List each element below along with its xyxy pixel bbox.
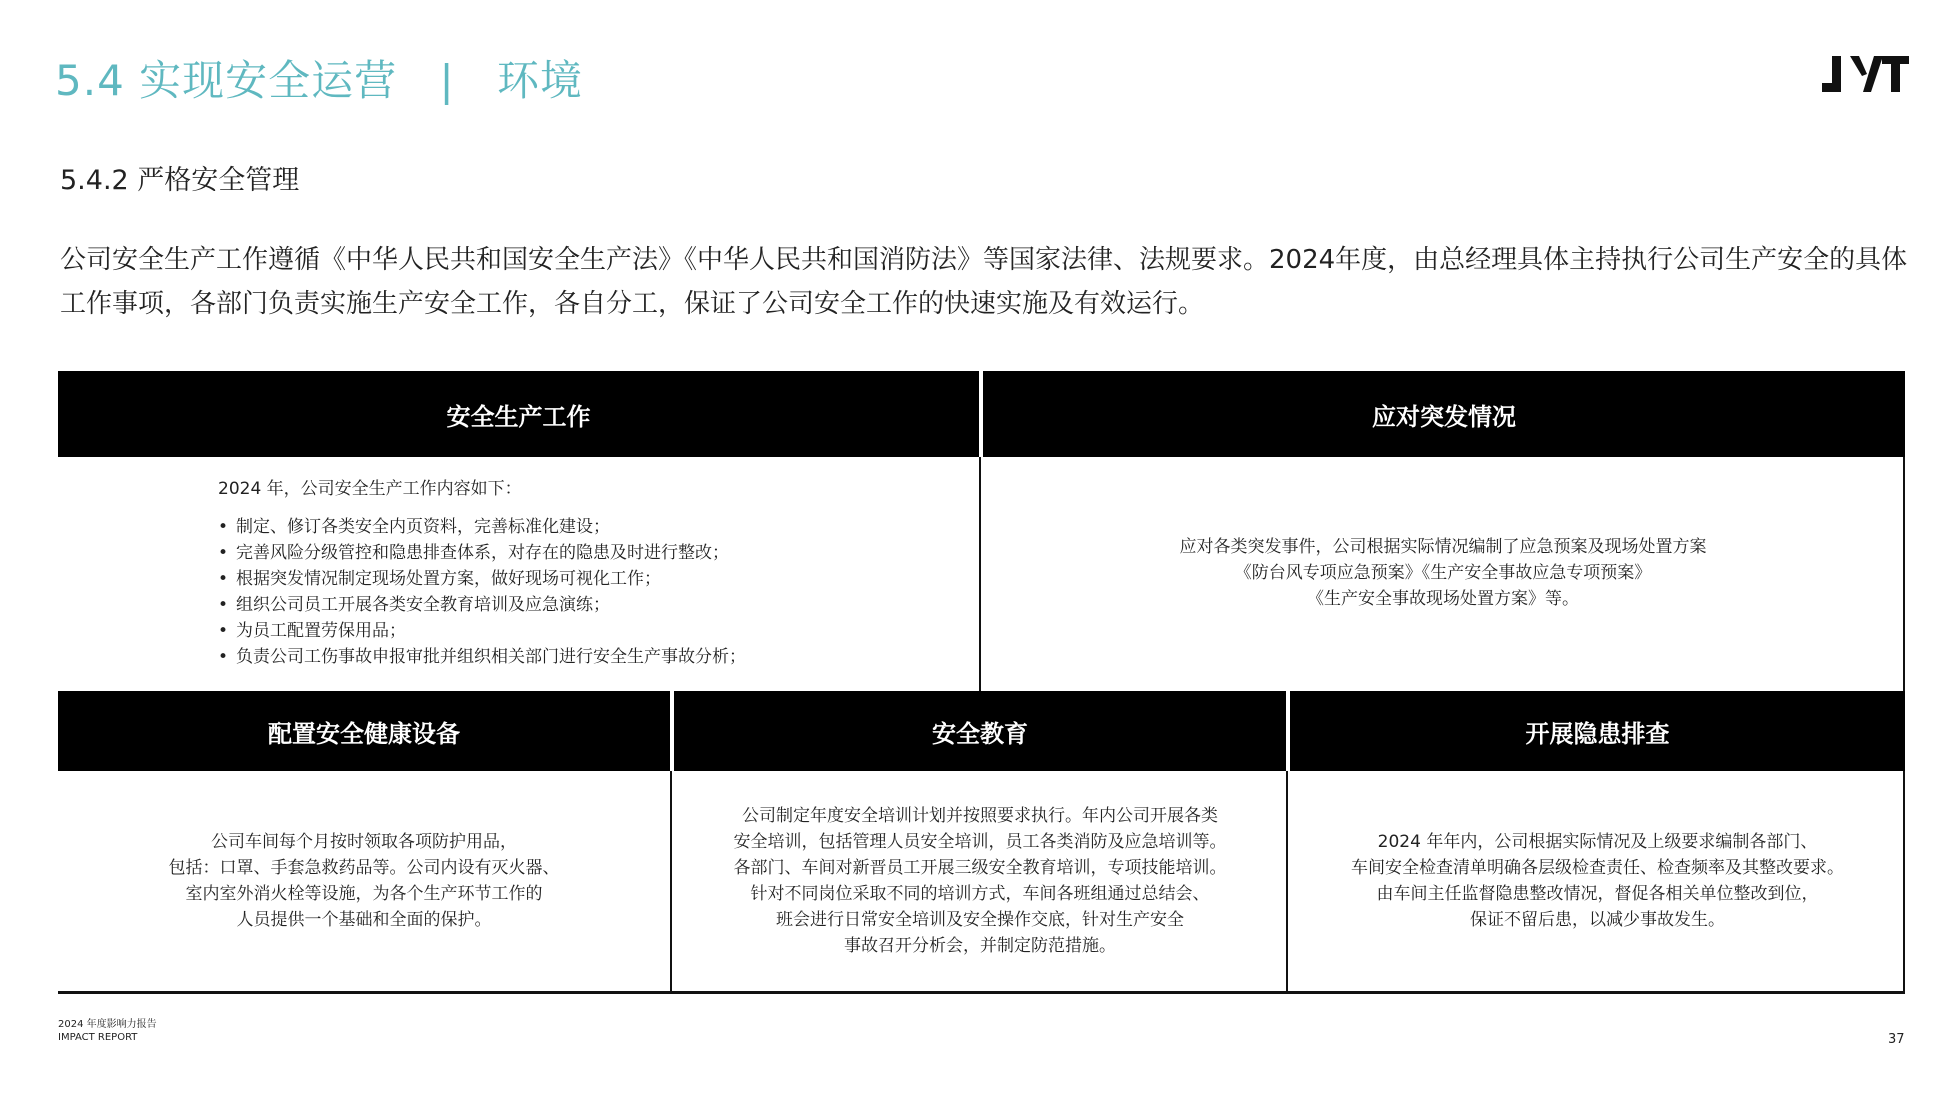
emergency-line: 应对各类突发事件，公司根据实际情况编制了应急预案及现场处置方案 — [1179, 537, 1707, 557]
column-divider — [1286, 771, 1288, 993]
bottom-rule — [58, 991, 1905, 994]
equipment-line: 公司车间每个月按时领取各项防护用品， — [211, 832, 517, 852]
education-line: 各部门、车间对新晋员工开展三级安全教育培训，专项技能培训。 — [733, 858, 1227, 878]
jyt-logo — [1820, 52, 1910, 96]
subsection-title: 5.4.2 严格安全管理 — [60, 165, 300, 196]
card-header-production — [58, 371, 979, 457]
section-name: 实现安全运营 — [139, 56, 398, 105]
card-title-equipment: 配置安全健康设备 — [268, 719, 460, 748]
card-header-equipment — [58, 691, 670, 771]
card-body-emergency — [983, 457, 1903, 689]
safety-management-grid — [58, 371, 1905, 995]
list-item: • 组织公司员工开展各类安全教育培训及应急演练； — [218, 592, 979, 618]
card-title-emergency: 应对突发情况 — [1372, 402, 1516, 431]
education-line: 事故召开分析会，并制定防范措施。 — [844, 936, 1116, 956]
list-item: • 负责公司工伤事故申报审批并组织相关部门进行安全生产事故分析； — [218, 644, 979, 670]
inspection-line: 保证不留后患，以减少事故发生。 — [1470, 910, 1725, 930]
title-separator: | — [439, 56, 455, 105]
section-category: 环境 — [497, 56, 584, 105]
card-body-equipment — [58, 771, 670, 991]
education-line: 安全培训，包括管理人员安全培训，员工各类消防及应急培训等。 — [733, 832, 1227, 852]
education-line: 针对不同岗位采取不同的培训方式，车间各班组通过总结会、 — [750, 884, 1210, 904]
education-line: 班会进行日常安全培训及安全操作交底，针对生产安全 — [776, 910, 1184, 930]
intro-paragraph: 公司安全生产工作遵循《中华人民共和国安全生产法》《中华人民共和国消防法》等国家法律、法规要求。2024年度，由总经理具体主持执行公司生产安全的具体工作事项，各部门负责实施生产安全工作，各自分工，保证了公司安全工作的快速实施及有效运行。 — [60, 245, 1908, 319]
card-body-production — [58, 457, 979, 689]
right-border — [1903, 771, 1905, 993]
inspection-line: 由车间主任监督隐患整改情况，督促各相关单位整改到位， — [1376, 884, 1819, 904]
card-body-education — [674, 771, 1286, 991]
report-footer — [58, 1018, 157, 1044]
card-title-production: 安全生产工作 — [446, 402, 591, 431]
page-number: 37 — [1888, 1032, 1905, 1047]
inspection-line: 2024 年年内，公司根据实际情况及上级要求编制各部门、 — [1377, 832, 1818, 852]
equipment-line: 人员提供一个基础和全面的保护。 — [236, 910, 492, 930]
card-title-education: 安全教育 — [932, 719, 1028, 748]
equipment-line: 包括：口罩、手套急救药品等。公司内设有灭火器、 — [168, 858, 560, 878]
card-body-inspection — [1290, 771, 1905, 991]
card-title-inspection: 开展隐患排查 — [1525, 719, 1670, 748]
card-header-education — [674, 691, 1286, 771]
emergency-line: 《防台风专项应急预案》《生产安全事故应急专项预案》 — [1234, 563, 1652, 583]
list-item: • 完善风险分级管控和隐患排查体系，对存在的隐患及时进行整改； — [218, 540, 979, 566]
card-header-emergency — [983, 371, 1905, 457]
production-lead: 2024 年，公司安全生产工作内容如下： — [218, 479, 522, 499]
right-border — [1903, 457, 1905, 691]
inspection-line: 车间安全检查清单明确各层级检查责任、检查频率及其整改要求。 — [1351, 858, 1844, 878]
production-list — [218, 514, 979, 670]
emergency-line: 《生产安全事故现场处置方案》等。 — [1307, 589, 1579, 609]
list-item: • 为员工配置劳保用品； — [218, 618, 979, 644]
list-item: • 制定、修订各类安全内页资料，完善标准化建设； — [218, 514, 979, 540]
column-divider — [979, 457, 981, 691]
column-divider — [670, 771, 672, 993]
education-line: 公司制定年度安全培训计划并按照要求执行。年内公司开展各类 — [742, 806, 1218, 826]
section-title — [55, 48, 583, 108]
section-number: 5.4 — [55, 56, 125, 105]
equipment-line: 室内室外消火栓等设施，为各个生产环节工作的 — [185, 884, 543, 904]
report-name-en: IMPACT REPORT — [58, 1032, 138, 1043]
list-item: • 根据突发情况制定现场处置方案，做好现场可视化工作； — [218, 566, 979, 592]
report-name: 2024 年度影响力报告 — [58, 1019, 157, 1030]
card-header-inspection — [1290, 691, 1905, 771]
